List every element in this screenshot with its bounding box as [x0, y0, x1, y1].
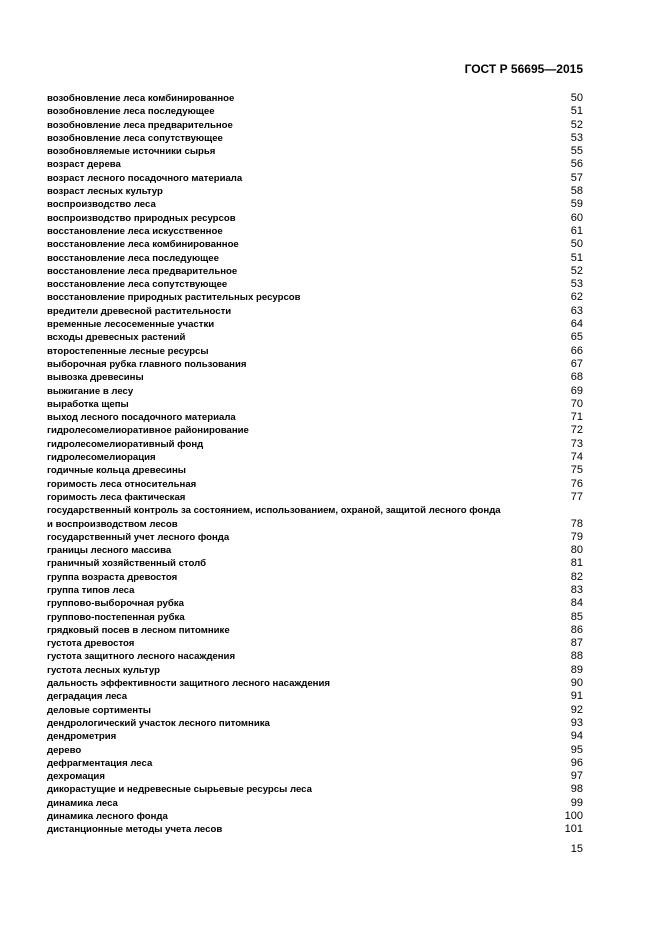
index-row: [47, 491, 583, 504]
index-row: [47, 238, 583, 251]
index-term: дехромация: [47, 771, 105, 783]
index-row: [47, 451, 583, 464]
index-row: [47, 797, 583, 810]
index-page-number: 90: [570, 677, 583, 690]
index-page-number: 97: [570, 770, 583, 783]
index-term: густота защитного лесного насаждения: [47, 651, 236, 663]
index-page-number: 79: [570, 530, 583, 543]
index-term: возраст лесных культур: [47, 186, 163, 198]
index-page-number: 84: [570, 597, 583, 610]
index-row: [47, 677, 583, 690]
index-term: горимость леса фактическая: [47, 491, 186, 503]
index-row: [47, 105, 583, 118]
index-term: восстановление леса сопутствующее: [47, 279, 228, 291]
index-page-number: 78: [570, 517, 583, 530]
index-row: [47, 770, 583, 783]
index-row: [47, 331, 583, 344]
index-term: граничный хозяйственный столб: [47, 558, 207, 570]
index-row: [47, 730, 583, 743]
index-row: [47, 398, 583, 411]
index-term: густота лесных культур: [47, 664, 160, 676]
index-page-number: 70: [570, 397, 583, 410]
index-page-number: 100: [564, 810, 583, 823]
index-row: [47, 92, 583, 105]
index-page-number: 91: [570, 690, 583, 703]
index-term: группа типов леса: [47, 584, 135, 596]
index-row: [47, 278, 583, 291]
index-row: [47, 704, 583, 717]
index-page-number: 71: [570, 411, 583, 424]
index-page-number: 66: [570, 344, 583, 357]
index-term: динамика леса: [47, 797, 118, 809]
index-page-number: 59: [570, 198, 583, 211]
index-term: дальность эффективности защитного лесного насаждения: [47, 678, 330, 690]
index-term: вывозка древесины: [47, 372, 144, 384]
index-term: дефрагментация леса: [47, 757, 153, 769]
index-page-number: 64: [570, 318, 583, 331]
index-page-number: 74: [570, 451, 583, 464]
index-page-number: 52: [570, 264, 583, 277]
index-page-number: 93: [570, 716, 583, 729]
index-page-number: 53: [570, 278, 583, 291]
index-term: выход лесного посадочного материала: [47, 412, 236, 424]
index-row: [47, 664, 583, 677]
index-row: [47, 690, 583, 703]
index-term: восстановление леса последующее: [47, 252, 219, 264]
index-page-number: 52: [570, 118, 583, 131]
index-term: вредители древесной растительности: [47, 305, 232, 317]
index-term: густота древостоя: [47, 638, 135, 650]
index-page-number: 92: [570, 703, 583, 716]
index-row: [47, 212, 583, 225]
index-row: [47, 584, 583, 597]
index-page-number: 96: [570, 756, 583, 769]
index-row: [47, 504, 583, 531]
index-term: гидролесомелиорация: [47, 452, 156, 464]
index-row: [47, 252, 583, 265]
index-row: [47, 119, 583, 132]
index-row: [47, 385, 583, 398]
index-page-number: 88: [570, 650, 583, 663]
index-term: воспроизводство леса: [47, 199, 156, 211]
index-term: возобновление леса предварительное: [47, 119, 233, 131]
index-page-number: 61: [570, 224, 583, 237]
index-term: всходы древесных растений: [47, 332, 186, 344]
index-term: границы лесного массива: [47, 545, 172, 557]
index-page-number: 55: [570, 145, 583, 158]
index-row: [47, 132, 583, 145]
index-term: грядковый посев в лесном питомнике: [47, 624, 230, 636]
index-page-number: 99: [570, 796, 583, 809]
index-row: [47, 345, 583, 358]
index-term: гидролесомелиоративный фонд: [47, 438, 204, 450]
index-term: дендрологический участок лесного питомника: [47, 717, 270, 729]
index-term: государственный учет лесного фонда: [47, 531, 230, 543]
index-term: деловые сортименты: [47, 704, 151, 716]
document-header: ГОСТ Р 56695—2015: [464, 62, 583, 76]
index-page-number: 98: [570, 783, 583, 796]
term-index: [47, 92, 583, 837]
index-page-number: 65: [570, 331, 583, 344]
index-page-number: 53: [570, 131, 583, 144]
index-page-number: 85: [570, 610, 583, 623]
index-term: деградация леса: [47, 691, 128, 703]
index-term: возобновление леса комбинированное: [47, 93, 235, 104]
page-number: 15: [570, 843, 583, 855]
index-row: [47, 531, 583, 544]
index-term: восстановление леса комбинированное: [47, 239, 239, 251]
index-row: [47, 411, 583, 424]
index-page-number: 63: [570, 304, 583, 317]
index-term: дерево: [47, 744, 82, 756]
index-term: восстановление леса предварительное: [47, 265, 238, 277]
index-page-number: 57: [570, 171, 583, 184]
index-page-number: 95: [570, 743, 583, 756]
index-term: государственный контроль за состоянием, использованием, охраной, защитой лесного фонда и воспроизводством лесов: [47, 505, 501, 530]
index-row: [47, 744, 583, 757]
index-term: возобновление леса сопутствующее: [47, 132, 223, 144]
index-term: горимость леса относительная: [47, 478, 197, 490]
index-page-number: 89: [570, 663, 583, 676]
index-page-number: 77: [570, 490, 583, 503]
index-term: дендрометрия: [47, 731, 117, 743]
index-page-number: 72: [570, 424, 583, 437]
index-row: [47, 158, 583, 171]
index-term: восстановление природных растительных ресурсов: [47, 292, 301, 304]
index-page-number: 62: [570, 291, 583, 304]
index-row: [47, 145, 583, 158]
index-term: временные лесосеменные участки: [47, 319, 215, 331]
index-term: годичные кольца древесины: [47, 465, 186, 477]
index-page-number: 83: [570, 583, 583, 596]
index-page-number: 101: [564, 823, 583, 836]
index-term: группово-постепенная рубка: [47, 611, 185, 623]
index-row: [47, 185, 583, 198]
index-row: [47, 198, 583, 211]
index-page-number: 67: [570, 357, 583, 370]
index-term: восстановление леса искусственное: [47, 225, 223, 237]
index-page-number: 69: [570, 384, 583, 397]
index-page-number: 86: [570, 623, 583, 636]
index-row: [47, 717, 583, 730]
index-row: [47, 544, 583, 557]
index-term: групповo-выборочная рубка: [47, 598, 184, 610]
index-page-number: 82: [570, 570, 583, 583]
index-row: [47, 358, 583, 371]
index-row: [47, 823, 583, 836]
index-term: динамика лесного фонда: [47, 811, 168, 823]
index-row: [47, 624, 583, 637]
index-row: [47, 611, 583, 624]
index-row: [47, 438, 583, 451]
index-row: [47, 305, 583, 318]
index-row: [47, 318, 583, 331]
index-term: возобновляемые источники сырья: [47, 146, 216, 158]
index-page-number: 75: [570, 464, 583, 477]
index-page-number: 56: [570, 158, 583, 171]
index-term: выжигание в лесу: [47, 385, 134, 397]
index-row: [47, 557, 583, 570]
index-page-number: 76: [570, 477, 583, 490]
index-term: воспроизводство природных ресурсов: [47, 212, 236, 224]
index-row: [47, 371, 583, 384]
index-term: возраст лесного посадочного материала: [47, 172, 243, 184]
index-row: [47, 464, 583, 477]
index-row: [47, 597, 583, 610]
index-page-number: 87: [570, 637, 583, 650]
index-row: [47, 424, 583, 437]
index-page-number: 60: [570, 211, 583, 224]
index-term: выборочная рубка главного пользования: [47, 358, 247, 370]
index-term: второстепенные лесные ресурсы: [47, 345, 209, 357]
index-page-number: 73: [570, 437, 583, 450]
index-term: группа возраста древостоя: [47, 571, 178, 583]
index-page-number: 81: [570, 557, 583, 570]
index-row: [47, 810, 583, 823]
index-page-number: 80: [570, 544, 583, 557]
index-page-number: 51: [570, 105, 583, 118]
index-term: дистанционные методы учета лесов: [47, 824, 223, 836]
index-row: [47, 637, 583, 650]
index-row: [47, 571, 583, 584]
index-term: гидролесомелиоративное районирование: [47, 425, 249, 437]
index-row: [47, 478, 583, 491]
index-page-number: 50: [570, 92, 583, 104]
index-row: [47, 783, 583, 796]
index-term: выработка щепы: [47, 398, 129, 410]
index-page-number: 94: [570, 730, 583, 743]
index-page-number: 51: [570, 251, 583, 264]
index-row: [47, 650, 583, 663]
index-row: [47, 172, 583, 185]
index-row: [47, 265, 583, 278]
index-page-number: 50: [570, 238, 583, 251]
index-term: дикорастущие и недревесные сырьевые ресурсы леса: [47, 784, 312, 796]
index-page-number: 68: [570, 371, 583, 384]
index-term: возобновление леса последующее: [47, 106, 215, 118]
index-term: возраст дерева: [47, 159, 121, 171]
index-row: [47, 225, 583, 238]
index-row: [47, 291, 583, 304]
index-row: [47, 757, 583, 770]
index-page-number: 58: [570, 185, 583, 198]
